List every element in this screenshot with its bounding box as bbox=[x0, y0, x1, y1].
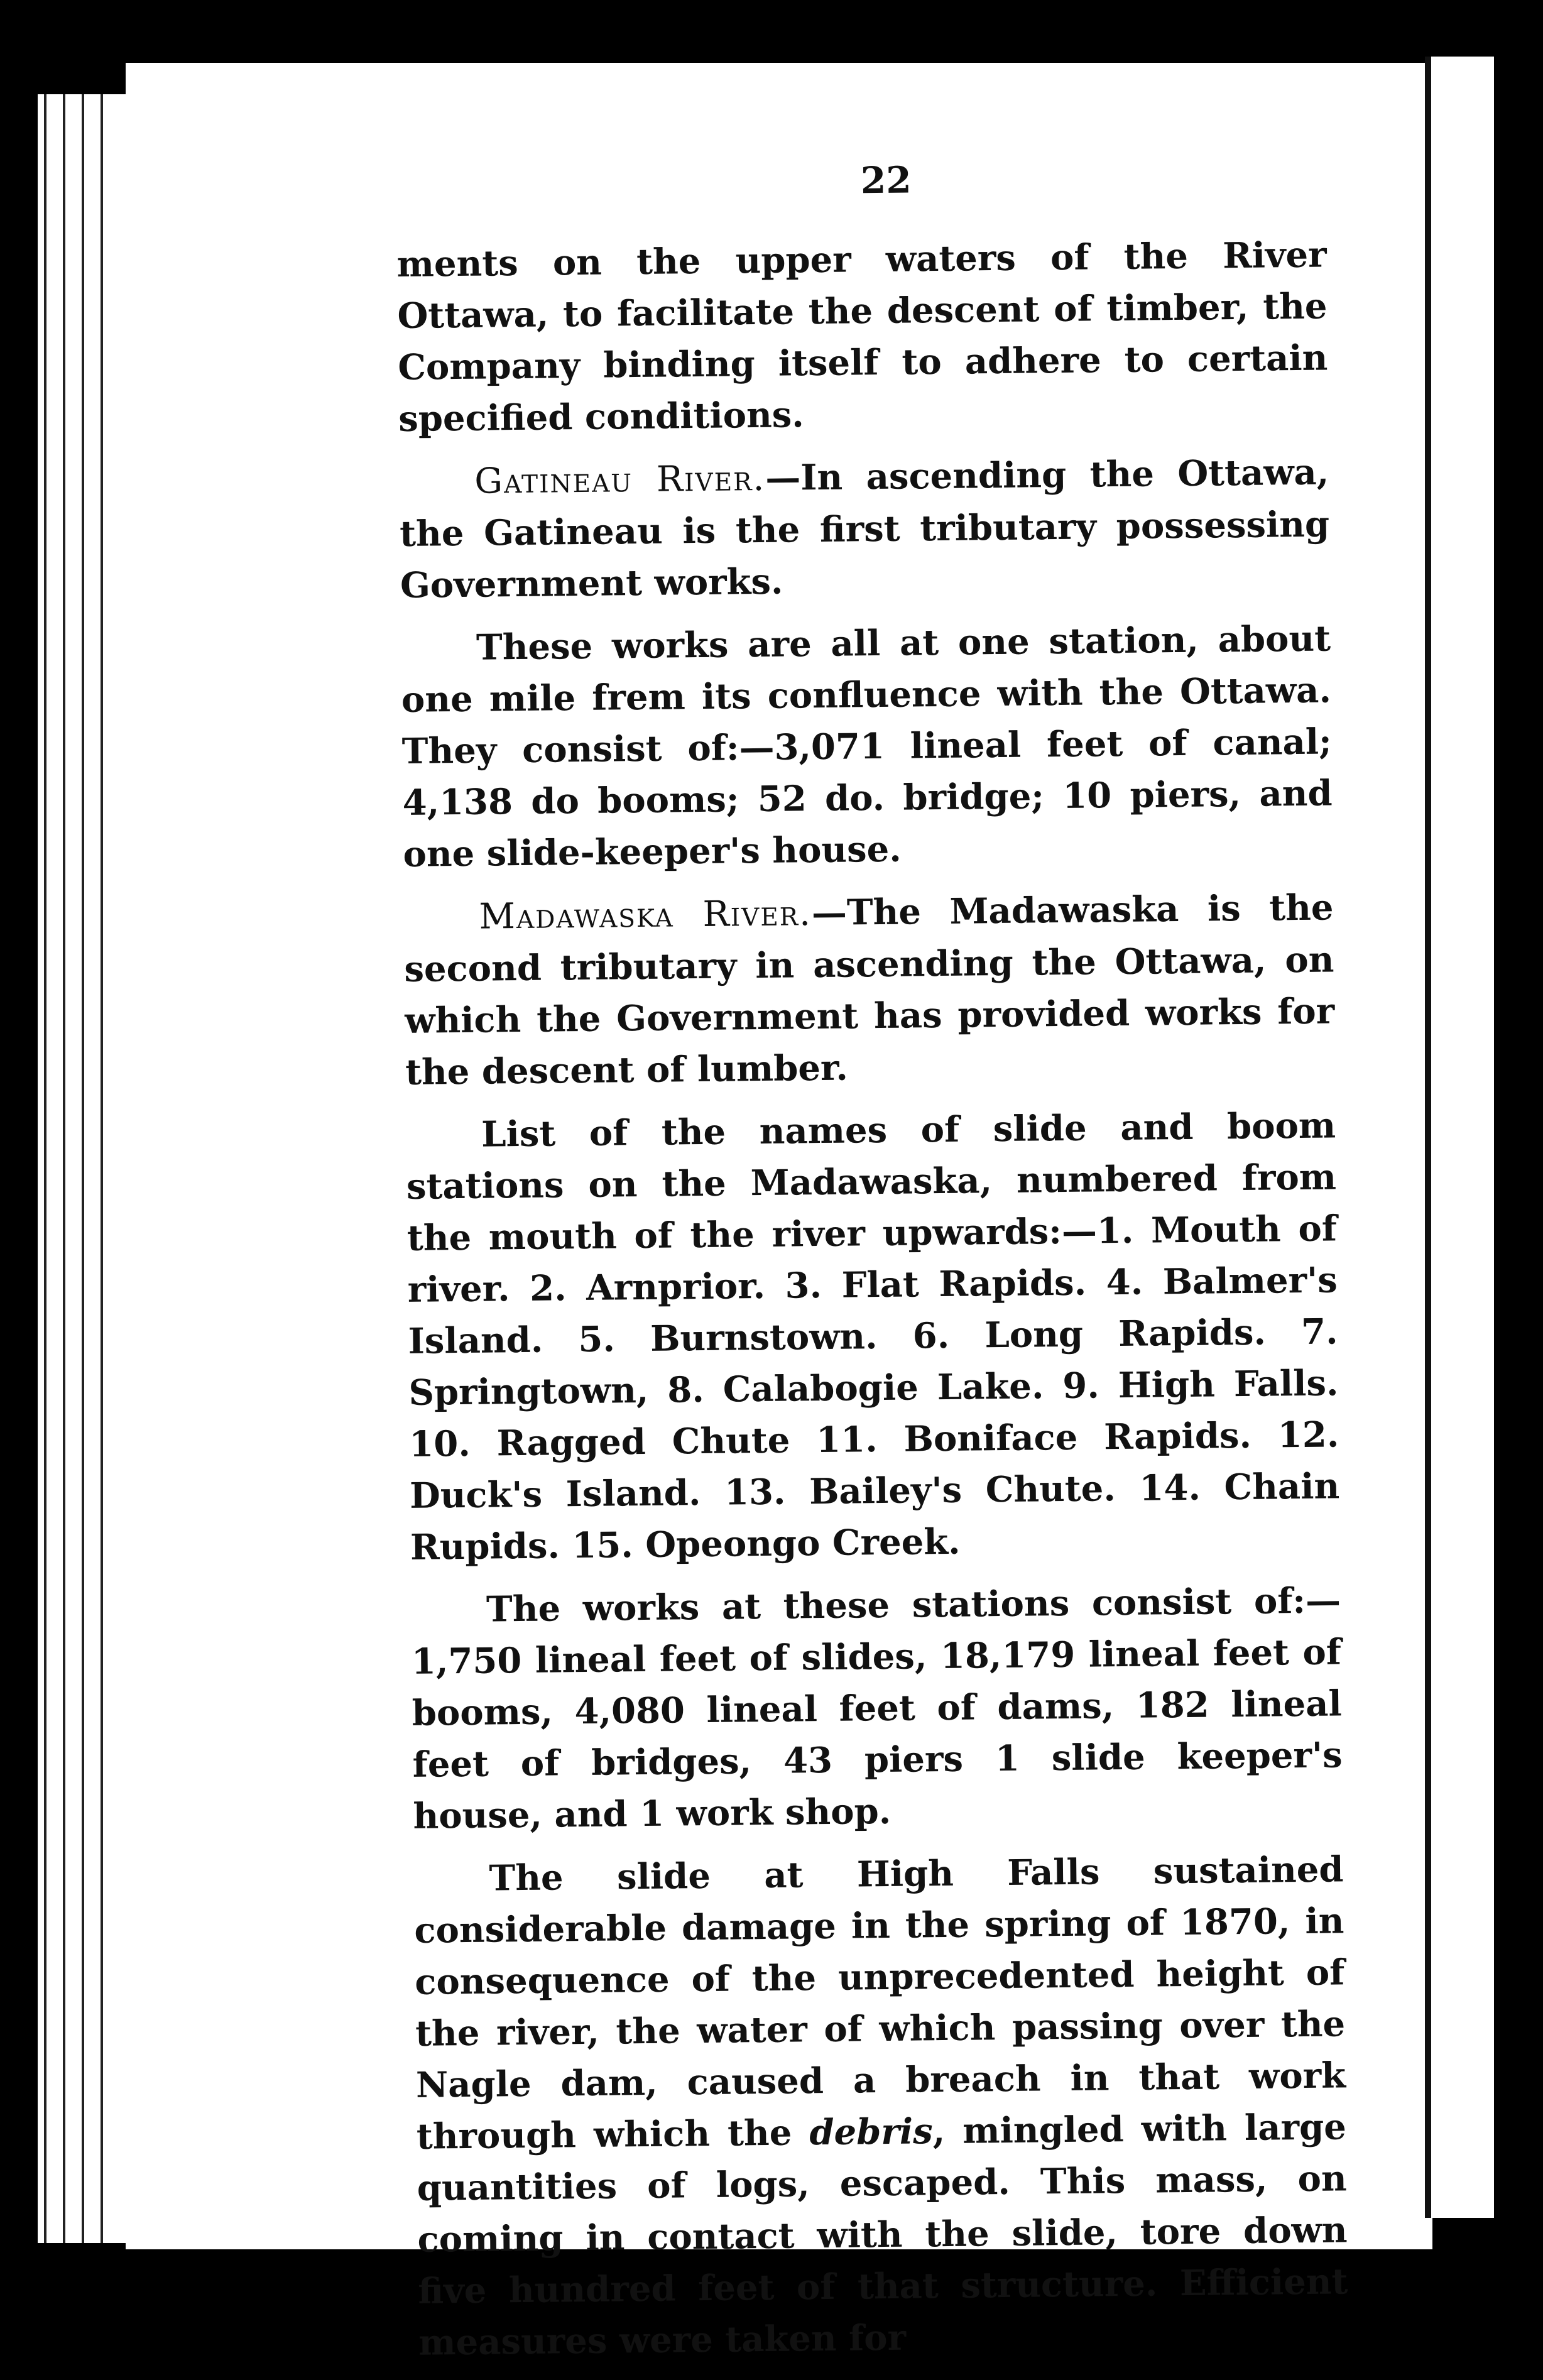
paragraph-continuation bbox=[396, 229, 1328, 444]
paragraph-station-list bbox=[406, 1100, 1341, 1573]
page-edge-line bbox=[101, 94, 103, 2243]
paragraph-text: The works at these stations consist of:—1,750 lineal feet of slides, 18,179 lineal feet of booms, 4,080 lineal feet of dams, 182 lineal feet of bridges, 43 piers 1 slide keeper's house, and 1 work shop. bbox=[411, 1580, 1343, 1837]
paragraph-text: —The Madawaska is the second tributary in ascending the Ottawa, on which the Government has provided works for the descent of lumber. bbox=[404, 887, 1335, 1093]
paragraph-madawaska-river bbox=[403, 882, 1335, 1098]
page-number: 22 bbox=[860, 158, 912, 202]
section-heading: Madawaska River. bbox=[479, 893, 812, 937]
paragraph-text: , mingled with large quantities of logs, escaped. This mass, on coming in contact with the slide, tore down five hundred feet of that structure. Efficient measures were taken for bbox=[417, 2106, 1348, 2364]
paragraph-text: These works are all at one station, about one mile frem its confluence with the Ottawa. They consist of:—3,071 lineal feet of canal; 4,138 do booms; 52 do. bridge; 10 piers, and one slide-keeper's house. bbox=[401, 618, 1333, 875]
page-edge-line bbox=[82, 94, 84, 2243]
paragraph-high-falls bbox=[413, 1843, 1349, 2368]
paragraph-text: ments on the upper waters of the River Ottawa, to facilitate the descent of timber, the Company binding itself to adhere to certain specified conditions. bbox=[396, 234, 1328, 440]
italic-word: debris bbox=[809, 2110, 934, 2154]
paragraph-text: —In ascending the Ottawa, the Gatineau is the first tributary possessing Government works. bbox=[399, 451, 1330, 606]
paragraph-text: The slide at High Falls sustained considerable damage in the spring of 1870, in consequence of the unprecedented height of the river, the water of which passing over the Nagle dam, caused a breach in that work through which the bbox=[414, 1848, 1346, 2158]
section-heading: Gatineau River. bbox=[474, 457, 766, 502]
paragraph-gatineau-river bbox=[399, 446, 1331, 611]
page-text-block bbox=[396, 154, 1349, 2380]
page-edge-line bbox=[63, 94, 65, 2243]
book-spine bbox=[1425, 57, 1494, 2218]
paragraph-madawaska-works bbox=[411, 1575, 1343, 1842]
paragraph-text: List of the names of slide and boom stations on the Madawaska, numbered from the mouth of the river upwards:—1. Mouth of river. 2. Arnprior. 3. Flat Rapids. 4. Balmer's Island. 5. Burnstown. 6. Long Rapids. 7. Springtown, 8. Calabogie Lake. 9. High Falls. 10. Ragged Chute 11. Boniface Rapids. 12. Duck's Island. 13. Bailey's Chute. 14. Chain Rupids. 15. Opeongo Creek. bbox=[406, 1105, 1340, 1568]
page-edge-line bbox=[44, 94, 46, 2243]
paragraph-gatineau-works bbox=[401, 613, 1333, 880]
